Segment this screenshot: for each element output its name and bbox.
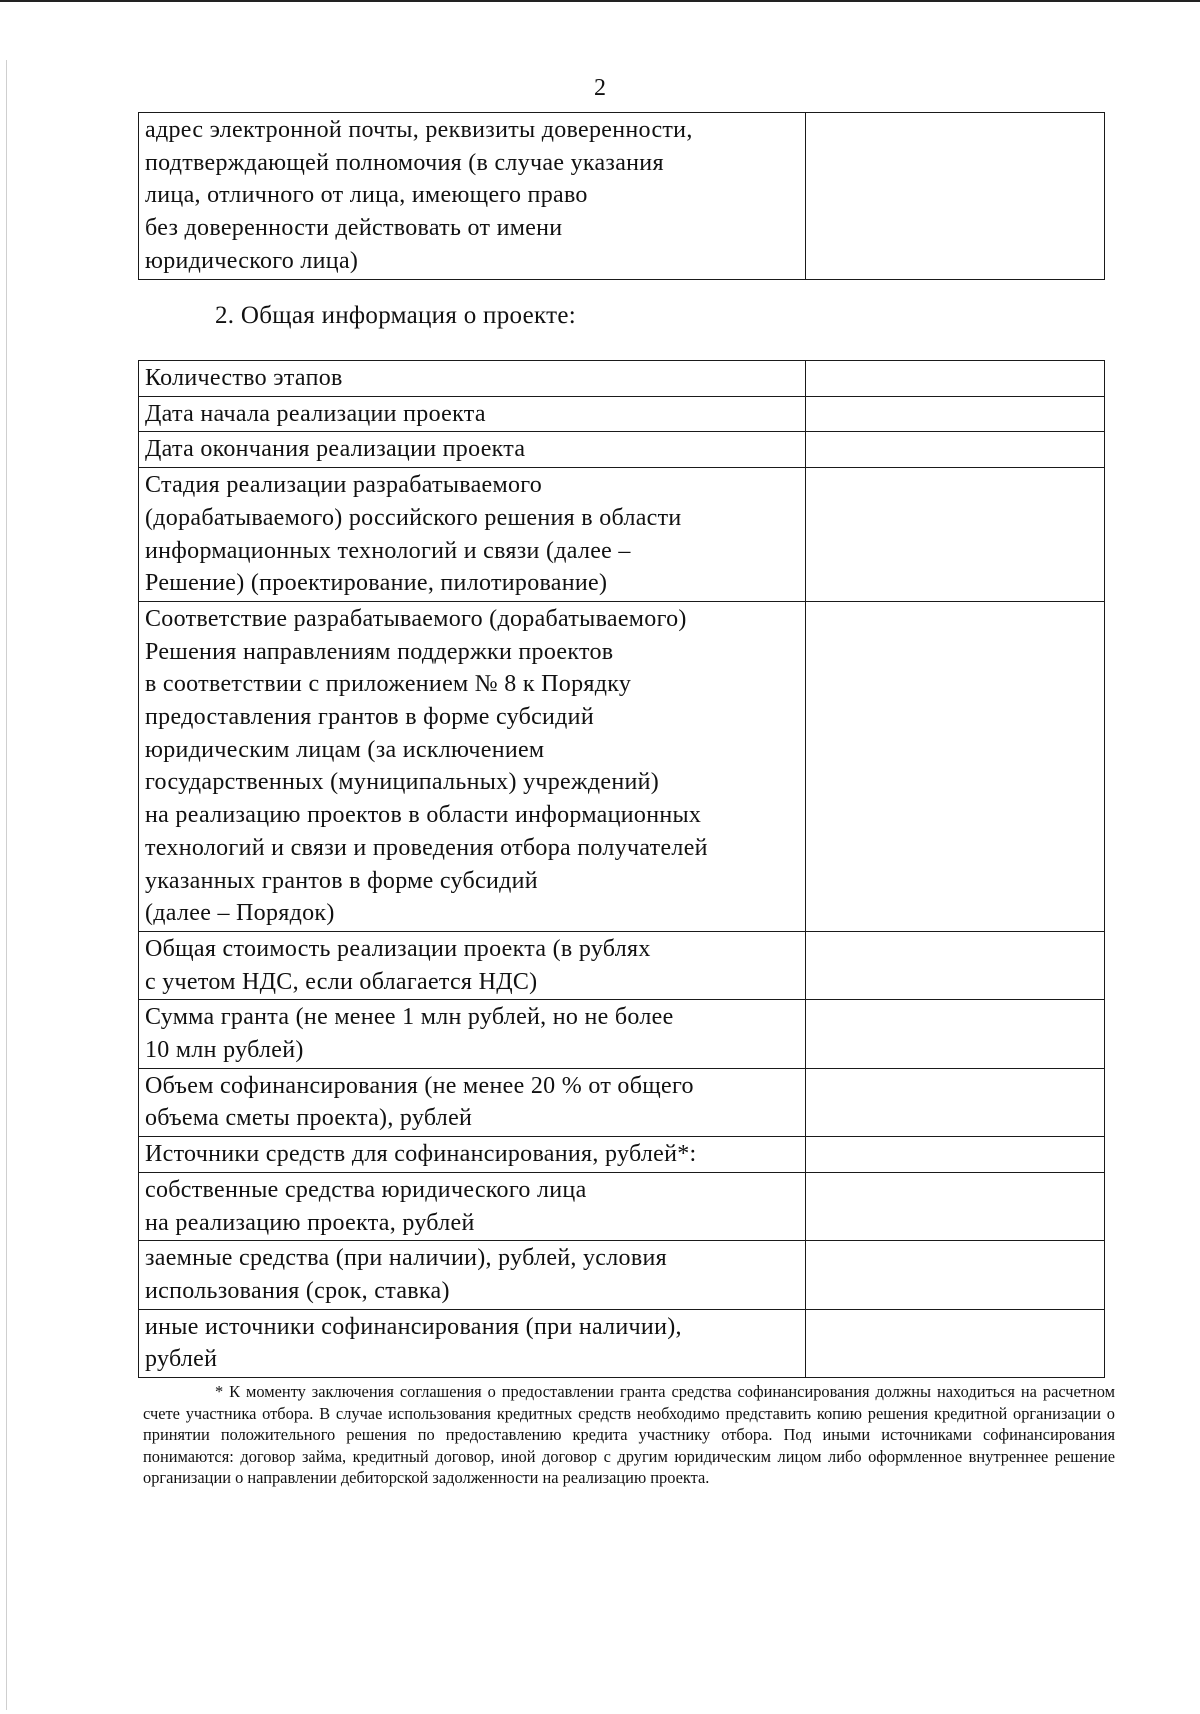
page-left-edge (6, 60, 7, 1710)
row-label-line: Решения направлениям поддержки проектов (145, 638, 614, 665)
row-label (139, 1241, 806, 1309)
row-label-line: Дата начала реализации проекта (145, 400, 486, 427)
row-label-line: использования (срок, ставка) (145, 1277, 450, 1304)
row-value-field[interactable] (806, 1172, 1105, 1240)
row-label-line: подтверждающей полномочия (в случае указания (145, 149, 664, 176)
row-value-field[interactable] (806, 432, 1105, 468)
contact-details-table-body (139, 113, 1105, 280)
row-label-line: (далее – Порядок) (145, 900, 335, 927)
row-value-field[interactable] (806, 361, 1105, 397)
row-label-line: юридического лица) (145, 247, 359, 274)
row-label-line: в соответствии с приложением № 8 к Порядку (145, 671, 632, 698)
row-label-line: рублей (145, 1346, 218, 1373)
table-row (139, 931, 1105, 999)
row-label-line: адрес электронной почты, реквизиты доверенности, (145, 117, 693, 143)
page-top-border (0, 0, 1200, 2)
row-value-field[interactable] (806, 1241, 1105, 1309)
table-row (139, 1000, 1105, 1068)
contact-details-table (138, 112, 1105, 280)
row-label-line: иные источники софинансирования (при наличии), (145, 1313, 682, 1340)
row-label-line: собственные средства юридического лица (145, 1176, 587, 1203)
row-label-line: Источники средств для софинансирования, рублей*: (145, 1141, 697, 1168)
table-row (139, 1241, 1105, 1309)
page-number: 2 (594, 75, 606, 101)
project-info-table (138, 360, 1105, 1378)
row-label-line: Соответствие разрабатываемого (дорабатываемого) (145, 605, 687, 632)
row-label-line: Сумма гранта (не менее 1 млн рублей, но не более (145, 1004, 674, 1031)
table-row (139, 1172, 1105, 1240)
row-label (139, 432, 806, 468)
row-label (139, 113, 806, 280)
row-value-field[interactable] (806, 1000, 1105, 1068)
row-label (139, 468, 806, 602)
table-row (139, 1309, 1105, 1377)
row-label-line: юридическим лицам (за исключением (145, 736, 545, 763)
row-label-line: Стадия реализации разрабатываемого (145, 472, 543, 499)
row-value-field[interactable] (806, 396, 1105, 432)
row-value-field[interactable] (806, 931, 1105, 999)
table-row (139, 361, 1105, 397)
row-label-line: на реализацию проектов в области информационных (145, 802, 702, 829)
row-label-line: заемные средства (при наличии), рублей, условия (145, 1245, 667, 1272)
row-label-line: государственных (муниципальных) учреждений) (145, 769, 660, 796)
row-label-line: указанных грантов в форме субсидий (145, 867, 538, 894)
table-row (139, 432, 1105, 468)
row-label (139, 601, 806, 931)
row-label-line: 10 млн рублей) (145, 1037, 304, 1064)
table-row (139, 1137, 1105, 1173)
row-label (139, 1068, 806, 1136)
row-label-line: Решение) (проектирование, пилотирование) (145, 570, 608, 597)
row-value-field[interactable] (806, 113, 1105, 280)
row-label-line: лица, отличного от лица, имеющего право (145, 182, 588, 209)
row-label (139, 931, 806, 999)
row-label (139, 1000, 806, 1068)
table-row (139, 113, 1105, 280)
row-label-line: на реализацию проекта, рублей (145, 1209, 475, 1236)
row-value-field[interactable] (806, 1137, 1105, 1173)
row-label-line: (дорабатываемого) российского решения в области (145, 504, 682, 531)
row-label-line: предоставления грантов в форме субсидий (145, 704, 594, 731)
section-heading: 2. Общая информация о проекте: (215, 302, 577, 329)
row-label-line: Объем софинансирования (не менее 20 % от общего (145, 1072, 694, 1099)
row-value-field[interactable] (806, 1068, 1105, 1136)
row-label (139, 396, 806, 432)
project-info-table-body (139, 361, 1105, 1378)
table-row (139, 1068, 1105, 1136)
row-label-line: технологий и связи и проведения отбора получателей (145, 834, 708, 861)
row-value-field[interactable] (806, 468, 1105, 602)
row-label-line: Количество этапов (145, 365, 343, 391)
row-label-line: Дата окончания реализации проекта (145, 436, 526, 463)
row-label-line: Общая стоимость реализации проекта (в рублях (145, 935, 651, 962)
row-label (139, 1309, 806, 1377)
row-value-field[interactable] (806, 601, 1105, 931)
row-label-line: с учетом НДС, если облагается НДС) (145, 968, 538, 995)
row-value-field[interactable] (806, 1309, 1105, 1377)
row-label (139, 1137, 806, 1173)
row-label-line: информационных технологий и связи (далее – (145, 537, 631, 564)
row-label-line: объема сметы проекта), рублей (145, 1105, 473, 1132)
footnote: * К моменту заключения соглашения о предоставлении гранта средства софинансирования должны находиться на расчетном счете участника отбора. В случае использования кредитных средств необходимо представить копию решения кредитной организации о принятии положительного решения по предоставлению кредита участнику отбора. Под иными источниками софинансирования понимаются: договор займа, кредитный договор, иной договор с другим юридическим лицом либо оформленное внутреннее решение организации о направлении дебиторской задолженности на реализацию проекта. (143, 1382, 1115, 1487)
table-row (139, 601, 1105, 931)
table-row (139, 468, 1105, 602)
table-row (139, 396, 1105, 432)
row-label (139, 1172, 806, 1240)
row-label-line: без доверенности действовать от имени (145, 215, 563, 242)
row-label (139, 361, 806, 397)
